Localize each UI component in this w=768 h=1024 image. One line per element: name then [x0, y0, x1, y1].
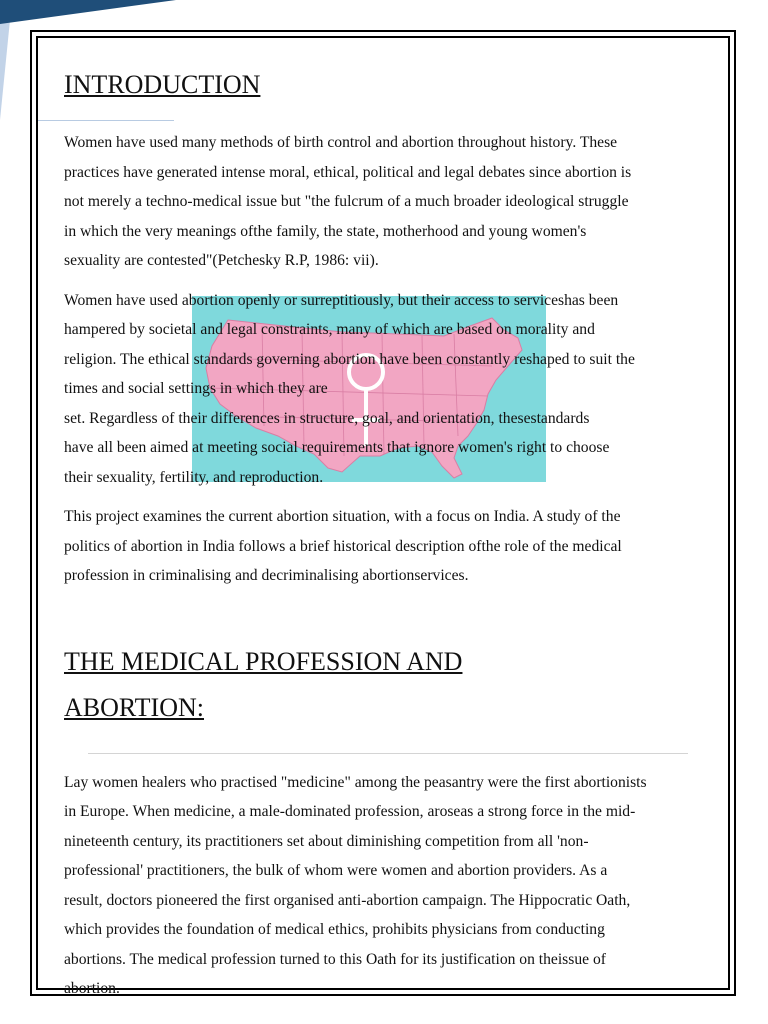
corner-decoration-dark — [0, 0, 176, 24]
text-line: professional' practitioners, the bulk of whom were women and abortion providers. As a — [64, 862, 608, 879]
text-line: have all been aimed at meeting social requirements that ignore women's right to choose — [64, 439, 610, 456]
text-line: not merely a techno-medical issue but "the fulcrum of a much broader ideological struggle — [64, 193, 629, 210]
text-line: in which the very meanings ofthe family, the state, motherhood and young women's — [64, 222, 587, 240]
text-line: times and social settings in which they are — [64, 380, 328, 397]
text-line: set. Regardless of their differences in structure, goal, and orientation, thesestandards — [64, 409, 590, 427]
medical-heading-line-2: ABORTION: — [64, 692, 204, 722]
intro-paragraph-2 — [64, 286, 732, 493]
document-content — [64, 60, 732, 1004]
text-line: abortions. The medical profession turned to this Oath for its justification on theissue of — [64, 950, 606, 968]
introduction-heading: INTRODUCTION — [64, 70, 261, 99]
text-line: hampered by societal and legal constraints, many of which are based on morality and — [64, 321, 595, 338]
text-line: This project examines the current abortion situation, with a focus on India. A study of the — [64, 508, 621, 525]
text-line: sexuality are contested"(Petchesky R.P, 1986: vii). — [64, 252, 379, 269]
text-line: Women have used abortion openly or surreptitiously, but their access to serviceshas been — [64, 291, 619, 309]
text-line: nineteenth century, its practitioners set about diminishing competition from all 'non- — [64, 832, 589, 850]
text-line: profession in criminalising and decriminalising abortionservices. — [64, 567, 469, 584]
text-line: Lay women healers who practised "medicine" among the peasantry were the first abortionists — [64, 773, 647, 791]
medical-paragraph — [64, 768, 732, 1004]
text-line: in Europe. When medicine, a male-dominated profession, aroseas a strong force in the mid- — [64, 803, 636, 820]
text-line: abortion. — [64, 980, 120, 997]
text-line: religion. The ethical standards governing abortion have been constantly reshaped to suit the — [64, 350, 635, 368]
intro-paragraph-3 — [64, 502, 732, 591]
text-line: practices have generated intense moral, ethical, political and legal debates since abortion is — [64, 163, 632, 181]
text-line: politics of abortion in India follows a brief historical description ofthe role of the medical — [64, 537, 622, 555]
text-line: result, doctors pioneered the first organised anti-abortion campaign. The Hippocratic Oath, — [64, 891, 631, 909]
text-line: Women have used many methods of birth control and abortion throughout history. These — [64, 134, 618, 151]
medical-heading-line-1: THE MEDICAL PROFESSION AND — [64, 646, 463, 676]
section-divider — [88, 753, 688, 754]
intro-paragraph-1 — [64, 128, 732, 276]
text-line: which provides the foundation of medical ethics, prohibits physicians from conducting — [64, 921, 605, 938]
text-line: their sexuality, fertility, and reproduction. — [64, 468, 324, 486]
